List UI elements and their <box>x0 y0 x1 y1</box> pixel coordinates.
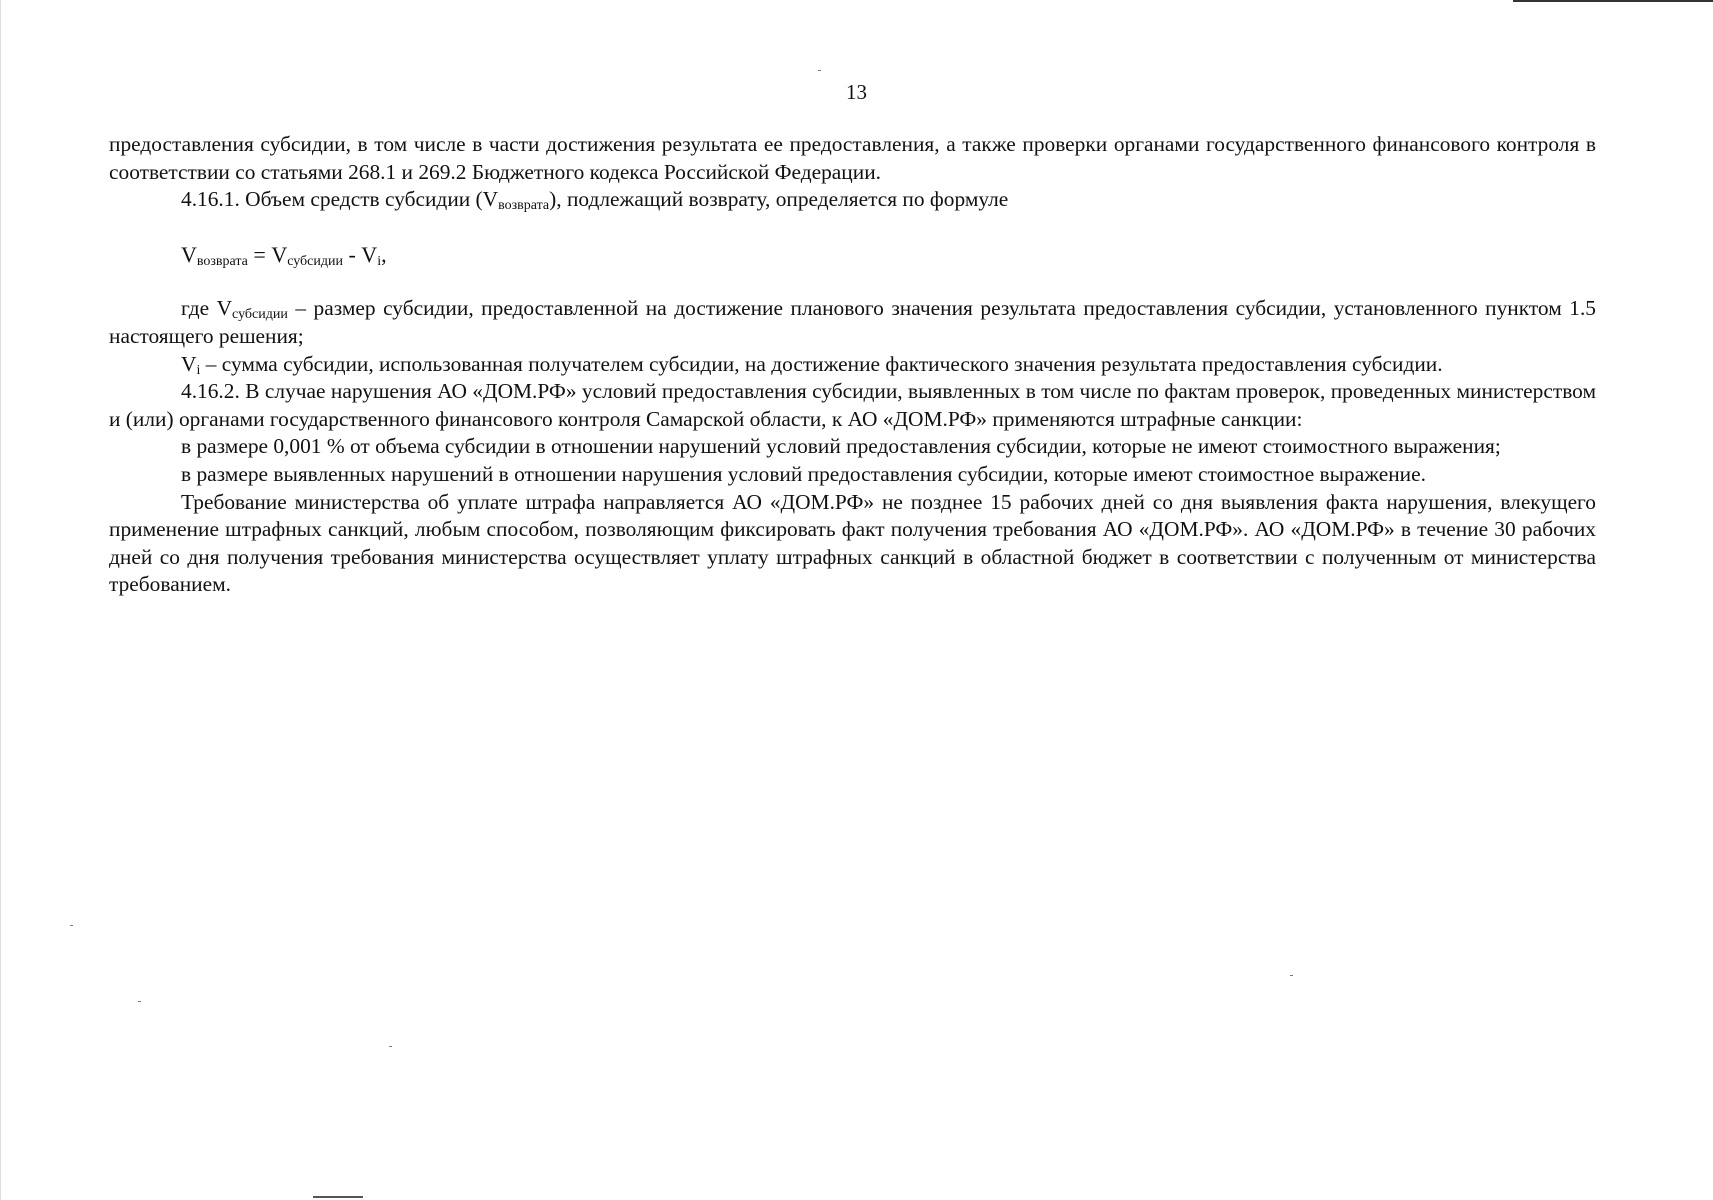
formula-symbol: = V <box>247 241 288 267</box>
scan-artifact-dot <box>138 1001 141 1002</box>
paragraph-4-16-1 <box>109 186 1596 214</box>
subscript: субсидии <box>232 307 288 323</box>
formula-symbol: - V <box>342 241 378 267</box>
formula <box>109 241 1596 269</box>
paragraph-text: – сумма субсидии, использованная получателем субсидии, на достижение фактического значения результата предоставления субсидии. <box>200 351 1443 376</box>
paragraph-4-16-2: 4.16.2. В случае нарушения АО «ДОМ.РФ» условий предоставления субсидии, выявленных в том числе по фактам проверок, проведенных министерством и (или) органами государственного финансового контроля Самарской области, к АО «ДОМ.РФ» применяются штрафные санкции: <box>109 379 1596 431</box>
paragraph-text: ), подлежащий возврату, определяется по формуле <box>549 187 1009 212</box>
paragraph-definition-vi <box>109 351 1596 379</box>
subscript: возврата <box>498 198 550 214</box>
page-number: 13 <box>846 80 867 104</box>
paragraph-text: 4.16.1. Объем средств субсидии (V <box>181 187 499 212</box>
scan-artifact-dot <box>818 70 821 71</box>
scan-artifact-dot <box>389 1046 392 1047</box>
paragraph-definition-vsubsidy <box>109 295 1596 350</box>
paragraph-penalty-non-monetary: в размере 0,001 % от объема субсидии в отношении нарушений условий предоставления субсидии, которые не имеют стоимостного выражения; <box>181 434 1501 459</box>
formula-subscript: i <box>377 253 382 269</box>
formula-symbol: , <box>381 241 387 267</box>
paragraph-text: – размер субсидии, предоставленной на достижение планового значения результата предоставления субсидии, установленного пунктом 1.5 настоящего решения; <box>109 296 1596 348</box>
scan-artifact-dot <box>70 925 73 926</box>
scan-artifact-dot <box>1290 975 1293 976</box>
paragraph-text: где V <box>181 296 233 321</box>
paragraph-continuation: предоставления субсидии, в том числе в части достижения результата ее предоставления, а также проверки органами государственного финансового контроля в соответствии со статьями 268.1 и 269.2 Бюджетного кодекса Российской Федерации. <box>109 132 1596 184</box>
formula-subscript: возврата <box>196 253 248 269</box>
scan-artifact-left-edge <box>0 0 1 1200</box>
formula-subscript: субсидии <box>287 253 343 269</box>
paragraph-text: V <box>181 351 197 376</box>
paragraph-penalty-requirement: Требование министерства об уплате штрафа направляется АО «ДОМ.РФ» не позднее 15 рабочих дней со дня выявления факта нарушения, влекущего применение штрафных санкций, любым способом, позволяющим фиксировать факт получения требования АО «ДОМ.РФ». АО «ДОМ.РФ» в течение 30 рабочих дней со дня получения требования министерства осуществляет уплату штрафных санкций в областной бюджет в соответствии с полученным от министерства требованием. <box>109 489 1596 597</box>
scan-artifact-bottom-mark <box>313 1196 363 1198</box>
formula-symbol: V <box>181 241 197 267</box>
paragraph-penalty-monetary: в размере выявленных нарушений в отношении нарушения условий предоставления субсидии, которые имеют стоимостное выражение. <box>181 461 1426 486</box>
scan-artifact-top-line <box>1513 0 1713 2</box>
subscript: i <box>196 362 201 378</box>
document-body <box>109 131 1596 599</box>
